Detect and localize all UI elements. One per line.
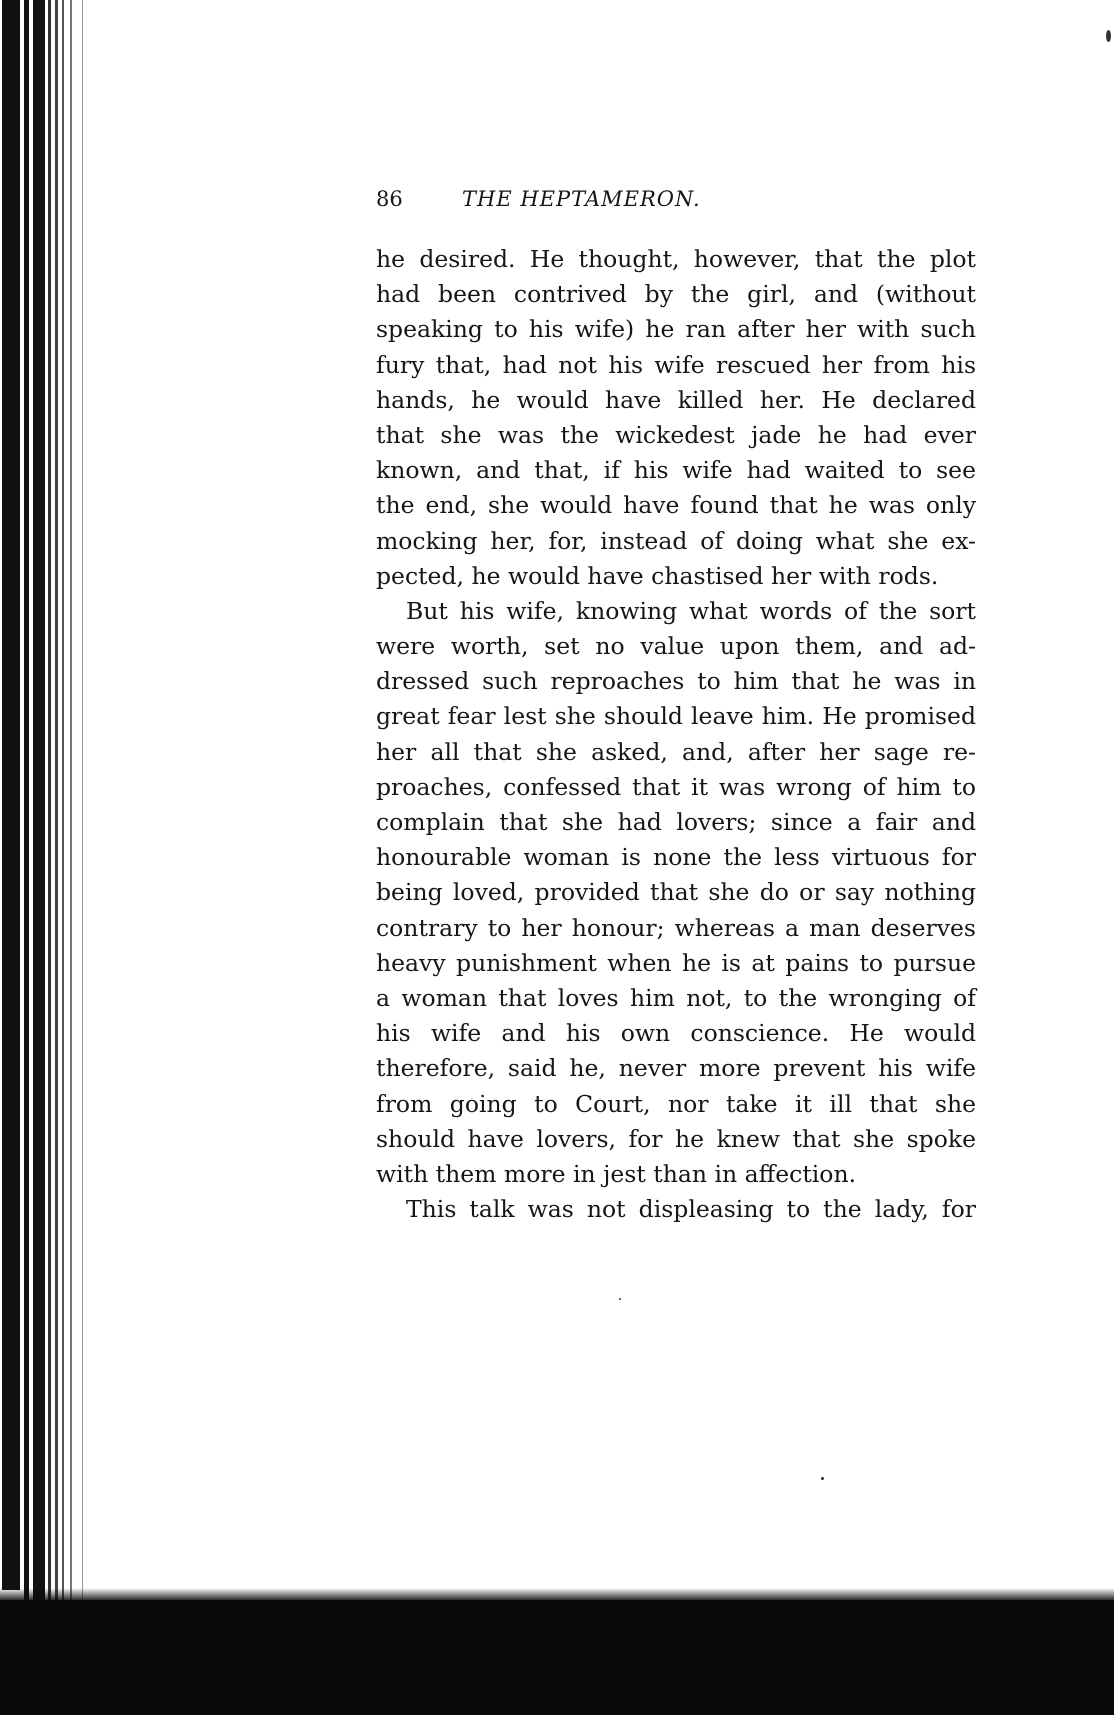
text-line: he desired. He thought, however, that the plot <box>376 245 976 273</box>
text-line: known, and that, if his wife had waited to see <box>376 456 976 485</box>
scan-bottom-edge <box>0 1600 1114 1715</box>
running-title: THE HEPTAMERON. <box>462 187 701 211</box>
text-line: proaches, confessed that it was wrong of him to <box>376 772 976 801</box>
text-line: that she was the wickedest jade he had ever <box>376 420 976 449</box>
text-line: This talk was not displeasing to the lady, for <box>406 1195 976 1224</box>
text-line: therefore, said he, never more prevent his wife <box>376 1054 976 1083</box>
text-line: should have lovers, for he knew that she spoke <box>376 1124 976 1153</box>
text-line: a woman that loves him not, to the wronging of <box>376 983 976 1012</box>
running-header <box>376 187 976 217</box>
scan-speck <box>821 1477 824 1480</box>
text-line: hands, he would have killed her. He declared <box>376 385 976 414</box>
text-line: pected, he would have chastised her with rods. <box>376 561 939 590</box>
text-line: contrary to her honour; whereas a man deserves <box>376 913 976 942</box>
text-line: honourable woman is none the less virtuous for <box>376 843 976 872</box>
text-line: mocking her, for, instead of doing what she ex- <box>376 526 976 555</box>
scan-speck <box>1106 30 1111 42</box>
text-line: fury that, had not his wife rescued her from his <box>376 350 976 379</box>
text-line: great fear lest she should leave him. He promised <box>376 702 976 731</box>
text-line: from going to Court, nor take it ill that she <box>376 1089 976 1118</box>
paragraph <box>376 1192 976 1227</box>
text-line: dressed such reproaches to him that he was in <box>376 667 976 696</box>
text-line: speaking to his wife) he ran after her with such <box>376 315 976 344</box>
text-line: being loved, provided that she do or say nothing <box>376 878 976 907</box>
text-line: But his wife, knowing what words of the sort <box>406 596 976 625</box>
text-line: her all that she asked, and, after her sage re- <box>376 737 976 766</box>
text-line: with them more in jest than in affection. <box>376 1159 857 1188</box>
scan-speck <box>619 1298 621 1300</box>
paragraph <box>376 242 976 594</box>
book-spine-shadow <box>0 0 95 1715</box>
text-line: heavy punishment when he is at pains to pursue <box>376 948 976 977</box>
body-text <box>376 242 976 1227</box>
text-line: the end, she would have found that he was only <box>376 491 976 520</box>
text-line: had been contrived by the girl, and (without <box>376 280 976 309</box>
page-number: 86 <box>376 187 403 211</box>
text-line: were worth, set no value upon them, and ad- <box>376 632 976 661</box>
text-line: complain that she had lovers; since a fair and <box>376 808 976 836</box>
text-line: his wife and his own conscience. He would <box>376 1019 976 1048</box>
paragraph <box>376 594 976 1192</box>
